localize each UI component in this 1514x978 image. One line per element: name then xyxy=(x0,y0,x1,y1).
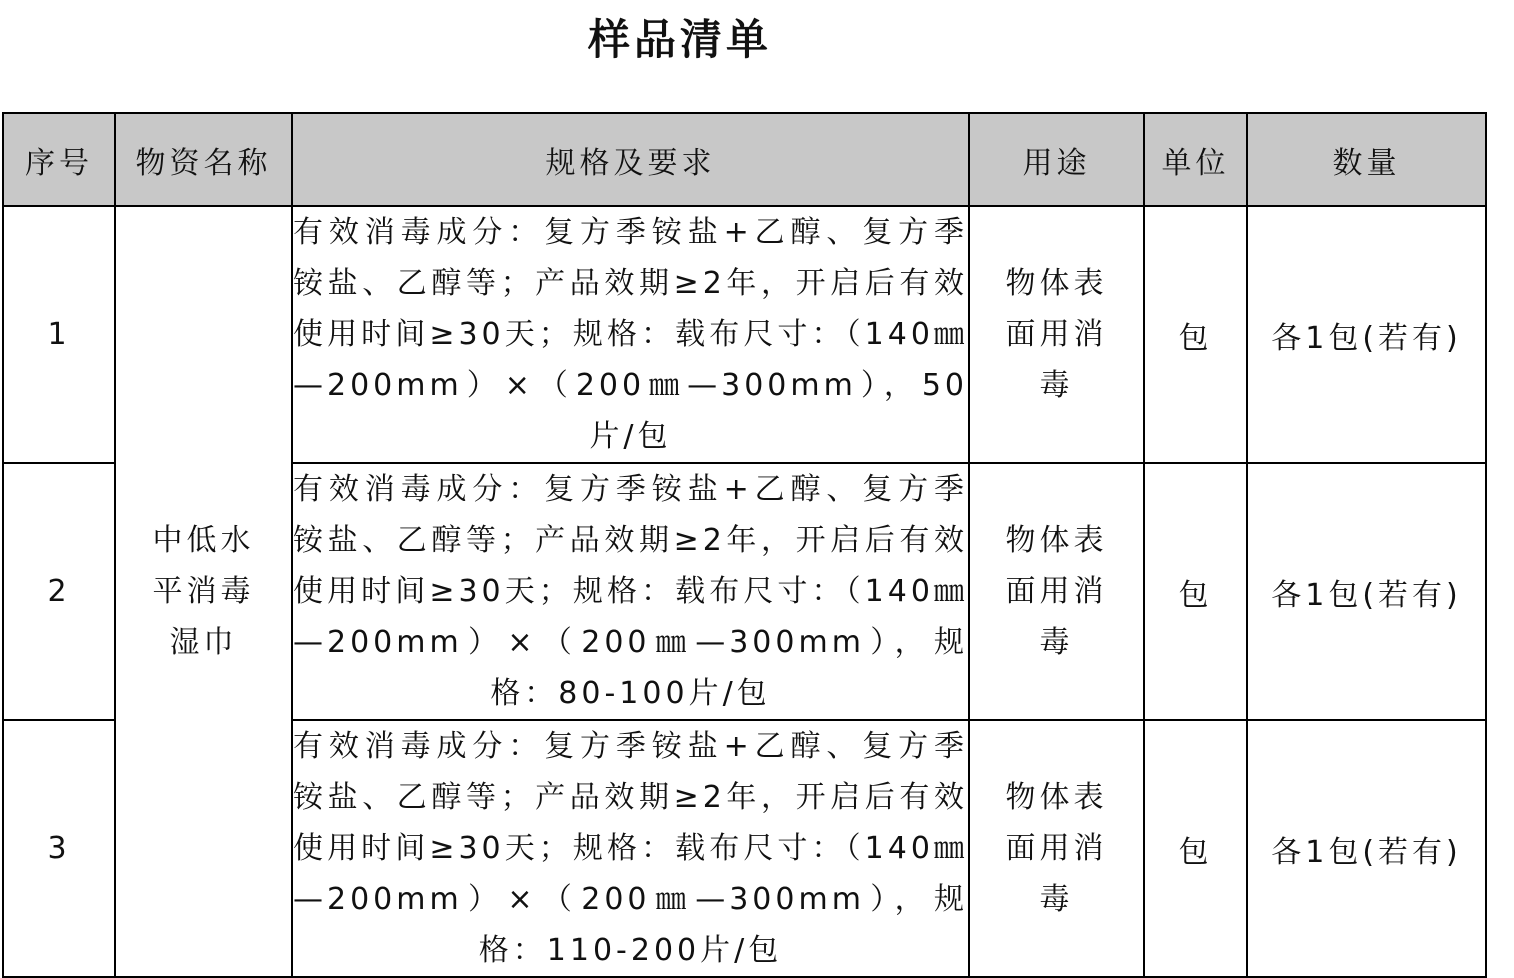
row-unit: 包 xyxy=(1144,720,1247,977)
table-header-row xyxy=(3,113,1486,206)
row-spec xyxy=(292,720,969,977)
document-title: 样品清单 xyxy=(587,15,772,64)
header-unit: 单位 xyxy=(1144,113,1247,206)
row-spec xyxy=(292,463,969,720)
row-quantity: 各1包(若有) xyxy=(1247,206,1486,463)
header-name: 物资名称 xyxy=(115,113,292,206)
header-usage: 用途 xyxy=(969,113,1144,206)
row-usage: 物体表面用消毒 xyxy=(969,463,1144,720)
row-index: 3 xyxy=(3,720,115,977)
header-quantity: 数量 xyxy=(1247,113,1486,206)
row-usage: 物体表面用消毒 xyxy=(969,720,1144,977)
row-spec xyxy=(292,206,969,463)
header-index: 序号 xyxy=(3,113,115,206)
row-spec-text: 有效消毒成分：复方季铵盐+乙醇、复方季铵盐、乙醇等；产品效期≥2年，开启后有效使用时间≥30天；规格：载布尺寸：（140㎜—200mm）×（200㎜—300mm），规格：80-100片/包 xyxy=(293,472,968,711)
header-spec: 规格及要求 xyxy=(292,113,969,206)
row-unit: 包 xyxy=(1144,463,1247,720)
row-unit: 包 xyxy=(1144,206,1247,463)
row-index: 1 xyxy=(3,206,115,463)
row-quantity: 各1包(若有) xyxy=(1247,720,1486,977)
row-index: 2 xyxy=(3,463,115,720)
row-usage: 物体表面用消毒 xyxy=(969,206,1144,463)
sample-list-table xyxy=(2,112,1487,978)
table-row xyxy=(3,206,1486,463)
item-name: 中低水平消毒湿巾 xyxy=(115,206,292,977)
row-spec-text: 有效消毒成分：复方季铵盐+乙醇、复方季铵盐、乙醇等；产品效期≥2年，开启后有效使用时间≥30天；规格：载布尺寸：（140㎜—200mm）×（200㎜—300mm），规格：110-200片/包 xyxy=(293,729,968,968)
row-quantity: 各1包(若有) xyxy=(1247,463,1486,720)
row-spec-text: 有效消毒成分：复方季铵盐+乙醇、复方季铵盐、乙醇等；产品效期≥2年，开启后有效使用时间≥30天；规格：载布尺寸：（140㎜—200mm）×（200㎜—300mm），50片/包 xyxy=(293,215,968,454)
